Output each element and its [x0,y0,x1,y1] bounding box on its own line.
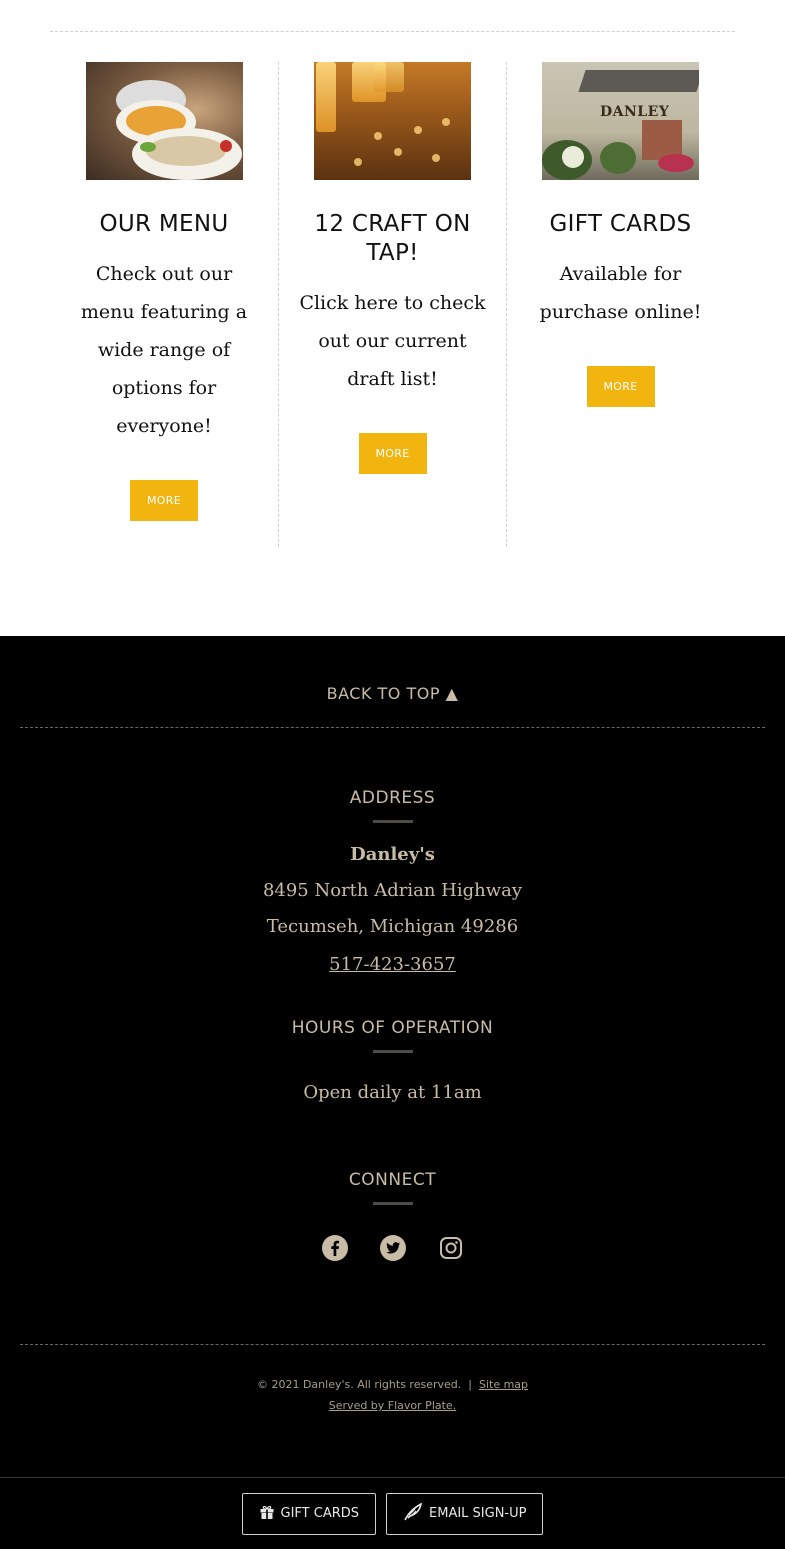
email-signup-bar-button[interactable] [386,1493,543,1535]
restaurant-exterior-image[interactable] [542,62,699,180]
hours-text: Open daily at 11am [303,1082,482,1103]
instagram-icon[interactable] [438,1235,464,1261]
feature-text: Check out our menu featuring a wide range of options for everyone! [80,263,248,437]
separator: | [464,1378,476,1391]
street-address: 8495 North Adrian Highway [262,880,523,901]
gift-icon [259,1504,275,1524]
beer-tap-image[interactable] [314,62,471,180]
heading-underline [373,820,413,823]
city-state-zip: Tecumseh, Michigan 49286 [266,916,519,937]
served-by-link[interactable]: Served by Flavor Plate. [328,1399,457,1412]
restaurant-sign-text: DANLEY [600,104,670,120]
feature-title: OUR MENU [99,211,229,237]
gift-cards-bar-label: GIFT CARDS [280,1506,360,1521]
tap-more-button[interactable]: MORE [359,433,427,474]
heading-underline [373,1202,413,1205]
copyright-text: © 2021 Danley's. All rights reserved. [256,1378,462,1391]
twitter-icon[interactable] [380,1235,406,1261]
social-links [0,1235,785,1261]
email-signup-bar-label: EMAIL SIGN-UP [429,1506,527,1521]
address-heading: ADDRESS [349,788,436,808]
copyright-block [0,1374,785,1416]
connect-section [0,1170,785,1261]
top-divider [50,31,735,32]
sticky-bottom-bar [0,1477,785,1549]
menu-more-button[interactable]: MORE [130,480,198,521]
heading-underline [373,1050,413,1053]
feather-pen-icon [403,1503,423,1525]
hours-section [0,1018,785,1111]
connect-heading: CONNECT [348,1170,437,1190]
gift-cards-more-button[interactable]: MORE [587,366,655,407]
hours-heading: HOURS OF OPERATION [291,1018,494,1038]
footer-divider [20,1344,765,1345]
feature-text: Click here to check out our current draft list! [299,292,486,390]
sitemap-link[interactable]: Site map [478,1378,529,1391]
feature-title: GIFT CARDS [549,211,692,237]
back-to-top-link[interactable]: BACK TO TOP ▲ [326,684,459,703]
feature-gift-cards [506,62,734,547]
phone-link[interactable]: 517-423-3657 [329,954,456,975]
business-name: Danley's [350,844,435,865]
site-footer [0,636,785,1549]
menu-image[interactable] [86,62,243,180]
feature-title: 12 CRAFT ON TAP! [314,211,471,266]
feature-craft-on-tap [278,62,506,547]
footer-divider [20,727,765,728]
features-row [50,62,735,547]
feature-text: Available for purchase online! [539,263,702,323]
facebook-icon[interactable] [322,1235,348,1261]
feature-menu [50,62,278,547]
gift-cards-bar-button[interactable] [242,1493,377,1535]
address-section [0,788,785,983]
